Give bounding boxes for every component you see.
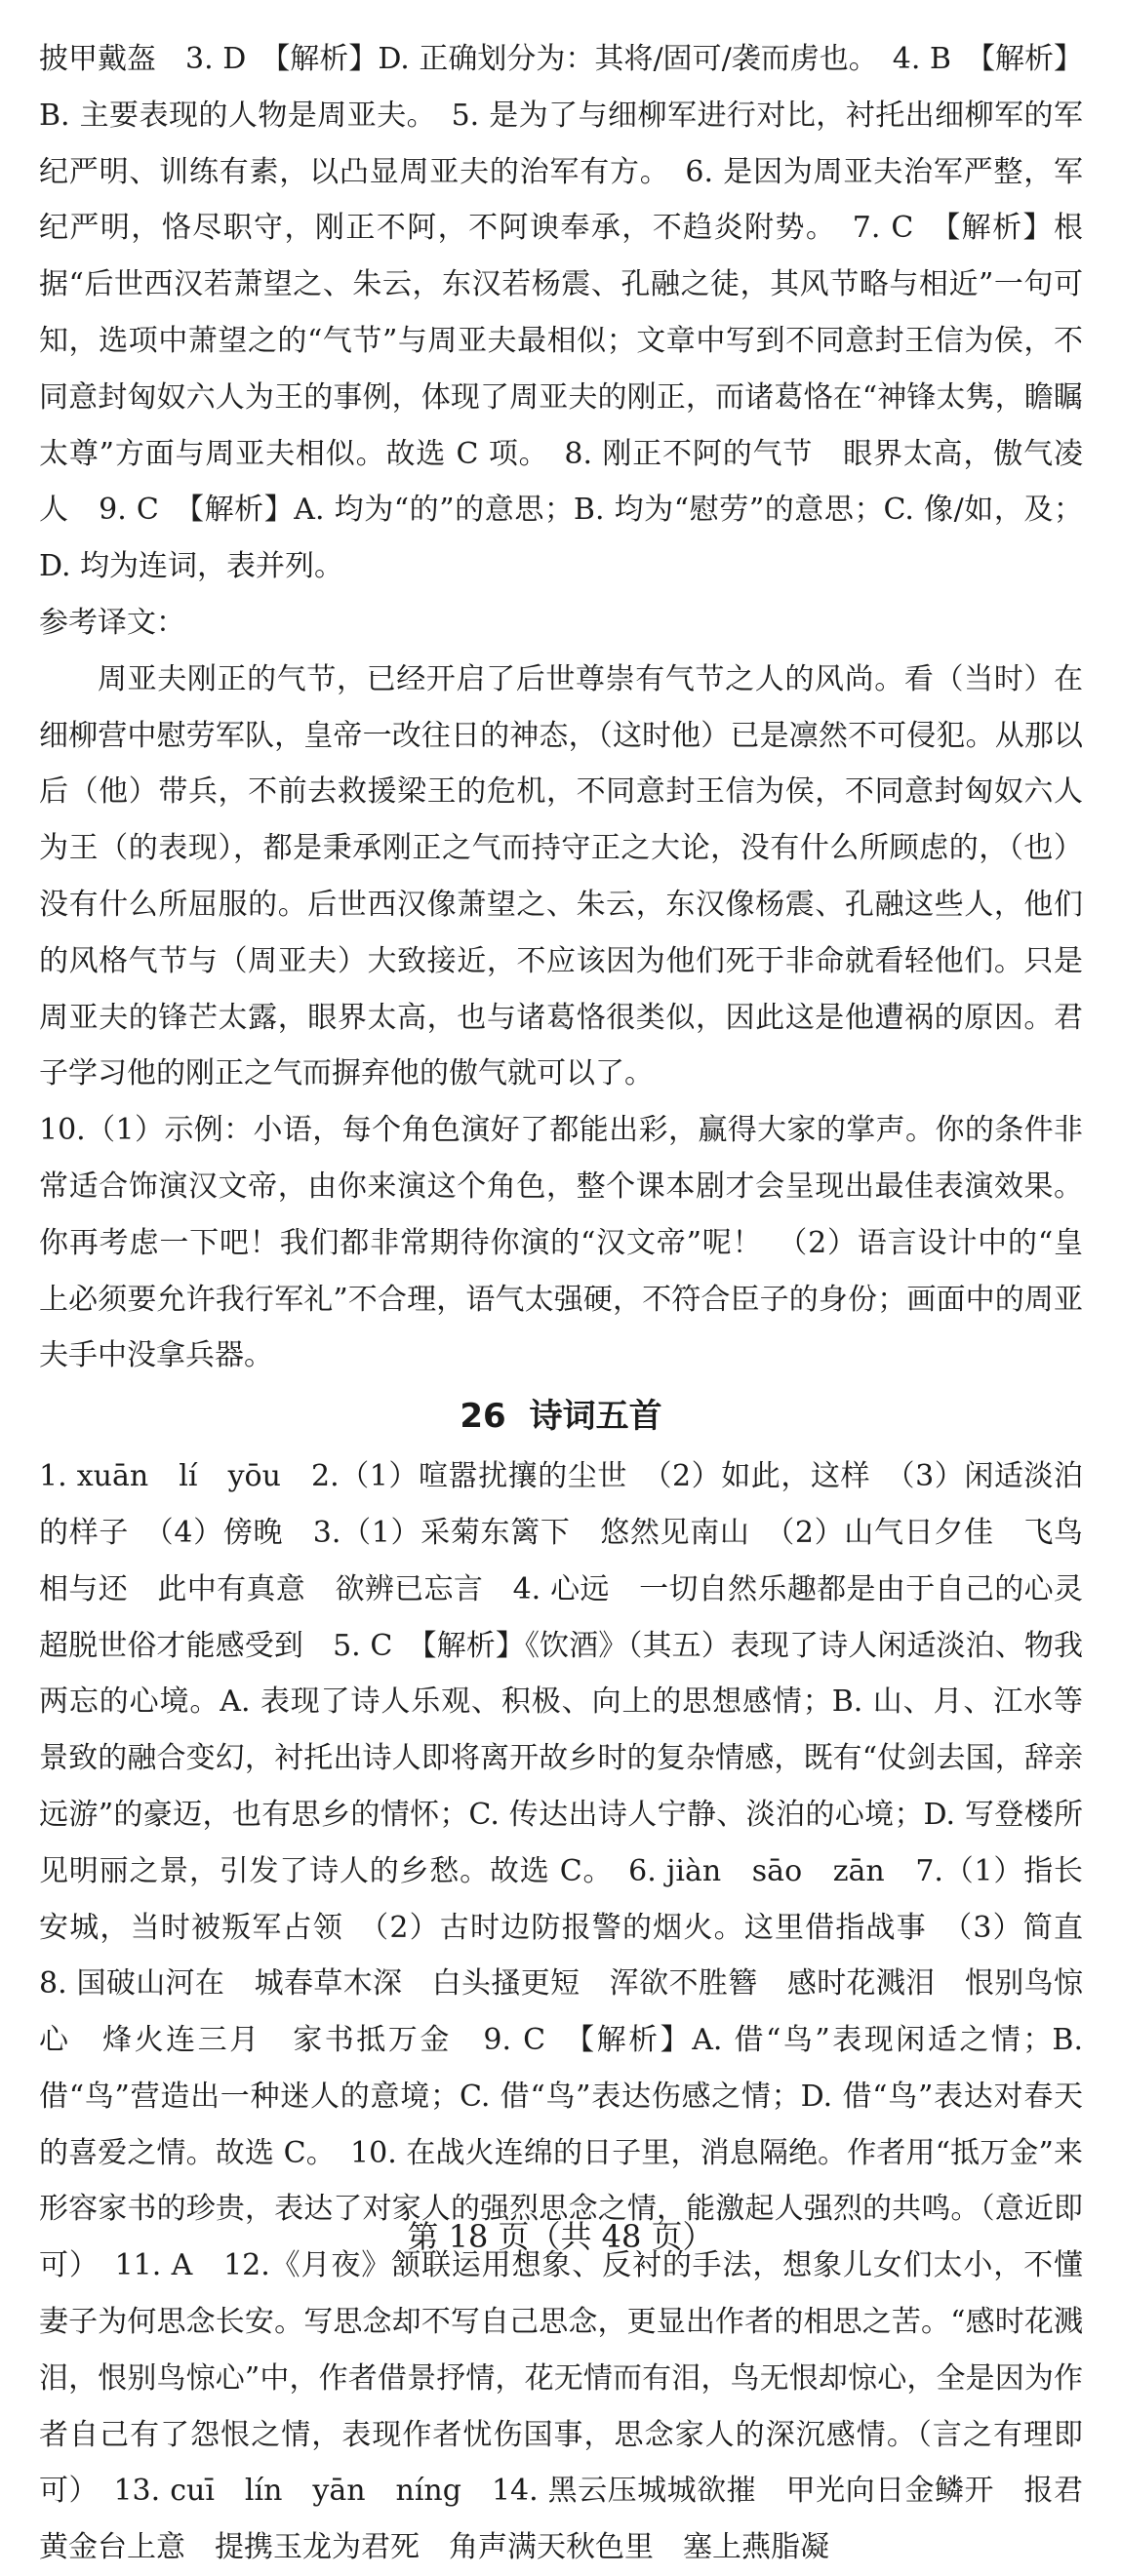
section-number: 26 bbox=[460, 1397, 506, 1437]
answer-page bbox=[39, 31, 1112, 2576]
section-heading bbox=[39, 1388, 1083, 1445]
translation-label: 参考译文： bbox=[39, 605, 185, 640]
translation-text: 周亚夫刚正的气节，已经开启了后世尊崇有气节之人的风尚。看（当时）在细柳营中慰劳军队，皇帝一改往日的神态，（这时他）已是凛然不可侵犯。从那以后（他）带兵，不前去救援梁王的危机，不同意封王信为侯，不同意封匈奴六人为王（的表现），都是秉承刚正之气而持守正之大论，没有什么所顾虑的，（也）没有什么所屈服的。后世西汉像萧望之、朱云，东汉像杨震、孔融这些人，他们的风格气节与（周亚夫）大致接近，不应该因为他们死于非命就看轻他们。只是周亚夫的锋芒太露，眼界太高，也与诸葛恪很类似，因此这是他遭祸的原因。君子学习他的刚正之气而摒弃他的傲气就可以了。 bbox=[39, 661, 1083, 1091]
answers-part-1: 披甲戴盔 3. D 【解析】D. 正确划分为：其将/固可/袭而虏也。 4. B 【解析】B. 主要表现的人物是周亚夫。 5. 是为了与细柳军进行对比，衬托出细柳军的军纪严明、训练有素，以凸显周亚夫的治军有方。 6. 是因为周亚夫治军严整，军纪严明，恪尽职守，刚正不阿，不阿谀奉承，不趋炎附势。 7. C 【解析】根据“后世西汉若萧望之、朱云，东汉若杨震、孔融之徒，其风节略与相近”一句可知，选项中萧望之的“气节”与周亚夫最相似；文章中写到不同意封王信为侯，不同意封匈奴六人为王的事例，体现了周亚夫的刚正，而诸葛恪在“神锋太隽，瞻瞩太尊”方面与周亚夫相似。故选 C 项。 8. 刚正不阿的气节 眼界太高，傲气凌人 9. C 【解析】A. 均为“的”的意思；B. 均为“慰劳”的意思；C. 像/如，及；D. 均为连词，表并列。 bbox=[39, 42, 1083, 584]
answers-part-2: 1. xuān lí yōu 2.（1）喧嚣扰攘的尘世 （2）如此，这样 （3）闲适淡泊的样子 （4）傍晚 3.（1）采菊东篱下 悠然见南山 （2）山气日夕佳 飞鸟相与还 此中有真意 欲辨已忘言 4. 心远 一切自然乐趣都是由于自己的心灵超脱世俗才能感受到 5. C 【解析】《饮酒》（其五）表现了诗人闲适淡泊、物我两忘的心境。A. 表现了诗人乐观、积极、向上的思想感情；B. 山、月、江水等景致的融合变幻，衬托出诗人即将离开故乡时的复杂情感，既有“仗剑去国，辞亲远游”的豪迈，也有思乡的情怀；C. 传达出诗人宁静、淡泊的心境；D. 写登楼所见明丽之景，引发了诗人的乡愁。故选 C。 6. jiàn sāo zān 7.（1）指长安城，当时被叛军占领 （2）古时边防报警的烟火。这里借指战事 （3）简直 8. 国破山河在 城春草木深 白头搔更短 浑欲不胜簪 感时花溅泪 恨别鸟惊心 烽火连三月 家书抵万金 9. C 【解析】A. 借“鸟”表现闲适之情；B. 借“鸟”营造出一种迷人的意境；C. 借“鸟”表达伤感之情；D. 借“鸟”表达对春天的喜爱之情。故选 C。 10. 在战火连绵的日子里，消息隔绝。作者用“抵万金”来形容家书的珍贵，表达了对家人的强烈思念之情，能激起人强烈的共鸣。（意近即可） 11. A 12.《月夜》颔联运用想象、反衬的手法，想象儿女们太小，不懂妻子为何思念长安。写思念却不写自己思念，更显出作者的相思之苦。“感时花溅泪，恨别鸟惊心”中，作者借景抒情，花无情而有泪，鸟无恨却惊心，全是因为作者自己有了怨恨之情，表现作者忧伤国事，思念家人的深沉感情。（言之有理即可） 13. cuī lín yān níng 14. 黑云压城城欲摧 甲光向日金鳞开 报君黄金台上意 提携玉龙为君死 角声满天秋色里 塞上燕脂凝 bbox=[39, 1459, 1112, 2565]
section-title: 诗词五首 bbox=[529, 1397, 662, 1437]
page-footer: 第 18 页（共 48 页） bbox=[407, 2218, 714, 2255]
answer-10: 10.（1）示例：小语，每个角色演好了都能出彩，赢得大家的掌声。你的条件非常适合饰演汉文帝，由你来演这个角色，整个课本剧才会呈现出最佳表演效果。你再考虑一下吧！我们都非常期待你演的“汉文帝”呢！ （2）语言设计中的“皇上必须要允许我行军礼”不合理，语气太强硬，不符合臣子的身份；画面中的周亚夫手中没拿兵器。 bbox=[39, 1113, 1083, 1373]
